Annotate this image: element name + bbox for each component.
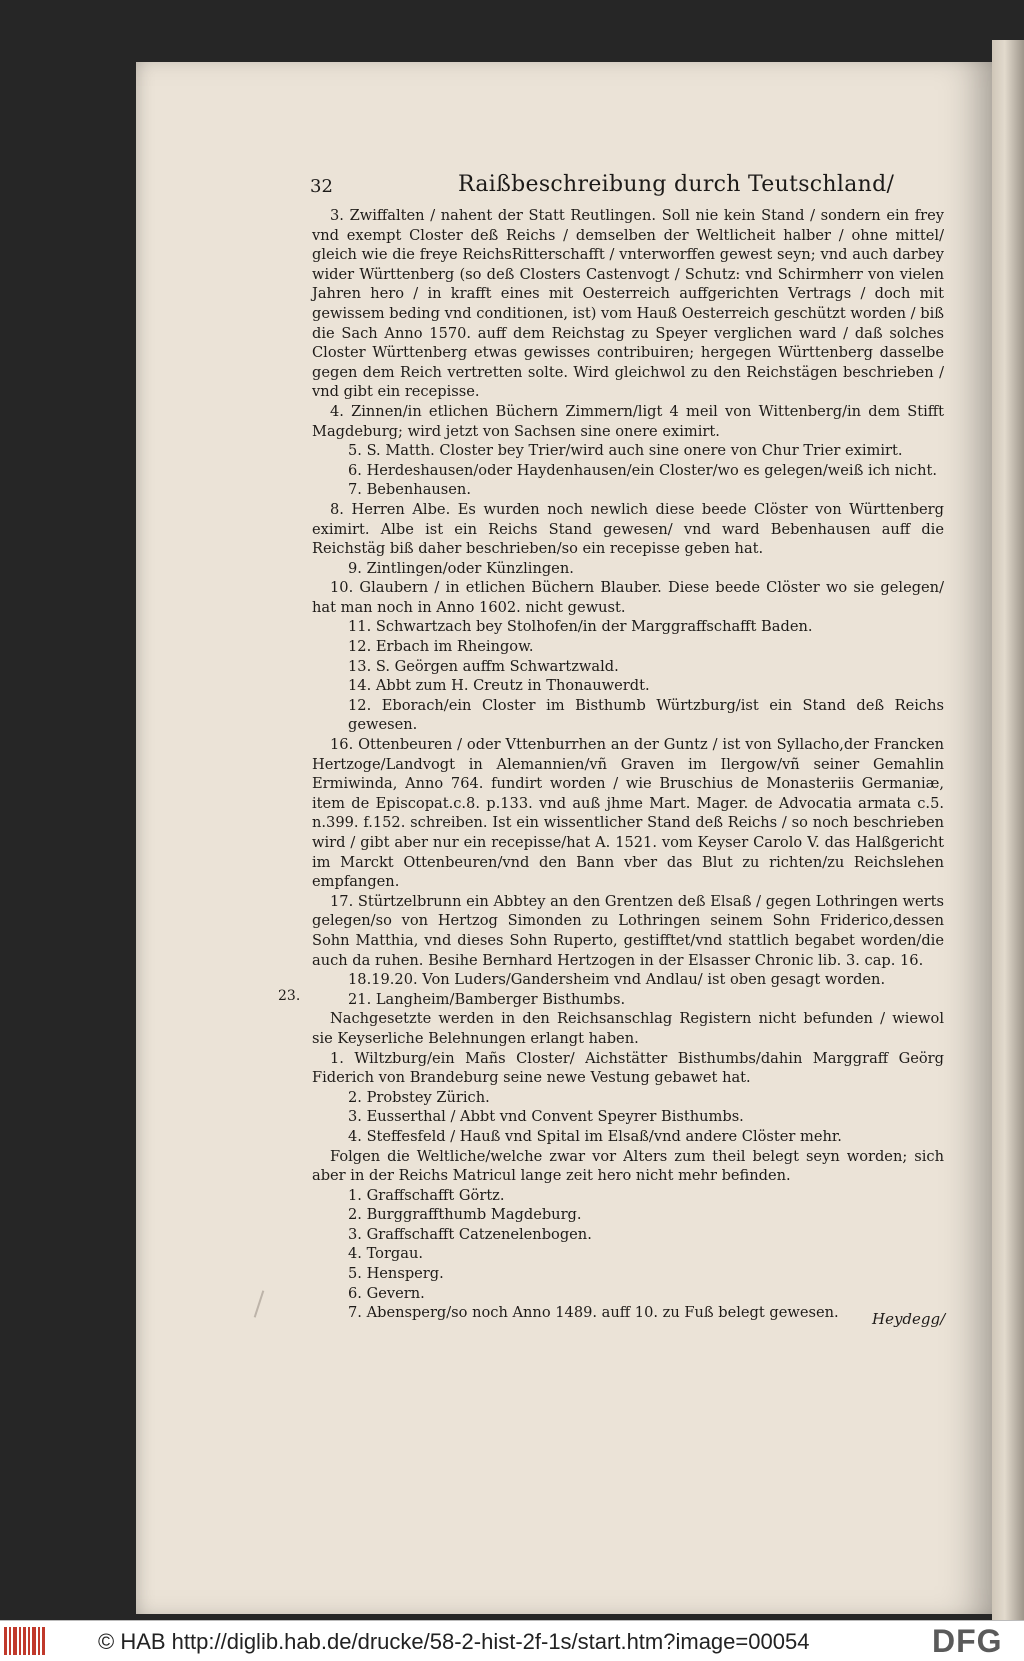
list-item: 13. S. Geörgen auffm Schwartzwald. xyxy=(348,657,619,675)
list-item: 2. Burggraffthumb Magdeburg. xyxy=(348,1206,582,1224)
barcode-icon xyxy=(4,1627,48,1655)
source-link[interactable]: © HAB http://diglib.hab.de/drucke/58-2-hist-2f-1s/start.htm?image=00054 xyxy=(98,1629,810,1654)
list-item: 1. Graffschafft Görtz. xyxy=(348,1186,505,1204)
dfg-logo: DFG xyxy=(932,1623,1003,1659)
list-item: 12. Eborach/ein Closter im Bisthumb Würtzburg/ist ein Stand deß Reichs gewesen. xyxy=(348,696,944,734)
viewer-footer xyxy=(0,1620,1024,1661)
list-item: 7. Abensperg/so noch Anno 1489. auff 10. zu Fuß belegt gewesen. xyxy=(348,1304,839,1322)
page-header xyxy=(310,172,950,206)
body-text xyxy=(312,206,944,1323)
list-item: 21. Langheim/Bamberger Bisthumbs. xyxy=(348,990,626,1008)
list-item: 6. Herdeshausen/oder Haydenhausen/ein Closter/wo es gelegen/weiß ich nicht. xyxy=(348,461,937,479)
list-item: 3. Eusserthal / Abbt vnd Convent Speyrer Bisthumbs. xyxy=(348,1108,744,1126)
list-item: 14. Abbt zum H. Creutz in Thonauwerdt. xyxy=(348,677,650,695)
paragraph: 17. Stürtzelbrunn ein Abbtey an den Grentzen deß Elsaß / gegen Lothringen werts gelegen/so von Hertzog Simonden zu Lothringen seinem Sohn Friderico,dessen Sohn Matthia, vnd dieses Sohn Ruperto, gestifftet/vnd stattlich begabet worden/die auch da ruhen. Besihe Bernhard Hertzogen in der Elsasser Chronic lib. 3. cap. 16. xyxy=(312,892,944,969)
catchword: Heydegg/ xyxy=(872,1310,946,1328)
paragraph: 10. Glaubern / in etlichen Büchern Blauber. Diese beede Clöster wo sie gelegen/ hat man noch in Anno 1602. nicht gewust. xyxy=(312,579,944,616)
list-item: 3. Graffschafft Catzenelenbogen. xyxy=(348,1225,592,1243)
paragraph: 4. Zinnen/in etlichen Büchern Zimmern/ligt 4 meil von Wittenberg/in dem Stifft Magdeburg; wird jetzt von Sachsen sine onere eximirt. xyxy=(312,402,944,440)
book-edge xyxy=(992,40,1024,1620)
list-item: 5. Hensperg. xyxy=(348,1265,444,1283)
paragraph: Nachgesetzte werden in den Reichsanschlag Registern nicht befunden / wiewol sie Keyserliche Belehnungen erlangt haben. xyxy=(312,1010,944,1047)
list-item: 4. Steffesfeld / Hauß vnd Spital im Elsaß/vnd andere Clöster mehr. xyxy=(348,1127,842,1145)
list-item: 12. Erbach im Rheingow. xyxy=(348,638,534,656)
paragraph: 8. Herren Albe. Es wurden noch newlich diese beede Clöster von Württenberg eximirt. Albe ist ein Reichs Stand gewesen/ vnd ward Bebenhausen auff die Reichstäg biß daher beschrieben/so ein recepisse geben hat. xyxy=(312,500,944,558)
list-item: 4. Torgau. xyxy=(348,1245,424,1263)
list-item: 2. Probstey Zürich. xyxy=(348,1088,490,1106)
paragraph: 3. Zwiffalten / nahent der Statt Reutlingen. Soll nie kein Stand / sondern ein frey vnd exempt Closter deß Reichs / demselben der Weltlicheit halber / ohne mittel/ gleich wie die freye ReichsRitterschafft / vnterworffen gewest seyn; vnd auch darbey wider Württenberg (so deß Closters Castenvogt / Schutz: vnd Schirmherr von vielen Jahren hero / in krafft eines mit Oesterreich auffgerichten Vertrags / doch mit gewissem beding vnd conditionen, ist) vom Hauß Oesterreich geschützt worden / biß die Sach Anno 1570. auff dem Reichstag zu Speyer verglichen ward / daß solches Closter Württenberg etwas gewisses contribuiren; hergegen Württenberg dasselbe gegen dem Reich vertretten solte. Wird gleichwol zu den Reichstägen beschrieben / vnd gibt ein recepisse. xyxy=(312,207,944,401)
running-title: Raißbeschreibung durch Teutschland/ xyxy=(458,172,895,197)
paragraph: Folgen die Weltliche/welche zwar vor Alters zum theil belegt seyn worden; sich aber in der Reichs Matricul lange zeit hero nicht mehr befinden. xyxy=(312,1147,944,1185)
list-item: 18.19.20. Von Luders/Gandersheim vnd Andlau/ ist oben gesagt worden. xyxy=(348,971,886,989)
list-item: 11. Schwartzach bey Stolhofen/in der Marggraffschafft Baden. xyxy=(348,618,813,636)
list-item: 6. Gevern. xyxy=(348,1284,425,1302)
paragraph: 16. Ottenbeuren / oder Vttenburrhen an der Guntz / ist von Syllacho,der Francken Hertzoge/Landvogt in Alemannien/vñ Graven im Ilergow/vñ seiner Gemahlin Ermiwinda, Anno 764. fundirt worden / wie Bruschius de Monasteriis Germaniæ, item de Episcopat.c.8. p.133. vnd auß jhme Mart. Mager. de Advocatia armata c.5. n.399. f.152. schreiben. Ist ein wissentlicher Stand deß Reichs / so noch beschrieben wird / gibt aber nur ein recepisse/hat A. 1521. vom Keyser Carolo V. das Halßgericht im Marckt Ottenbeuren/vnd den Bann vber das Blut zu richten/zu Reichslehen empfangen. xyxy=(312,736,944,891)
paragraph: 1. Wiltzburg/ein Mañs Closter/ Aichstätter Bisthumbs/dahin Marggraff Geörg Fiderich von Brandeburg seine newe Vestung gebawet hat. xyxy=(312,1049,944,1087)
list-item: 7. Bebenhausen. xyxy=(348,481,471,499)
list-item: 5. S. Matth. Closter bey Trier/wird auch sine onere von Chur Trier eximirt. xyxy=(348,442,903,460)
marginal-number: 23. xyxy=(278,988,301,1004)
list-item: 9. Zintlingen/oder Künzlingen. xyxy=(348,559,574,577)
page-number: 32 xyxy=(310,176,333,197)
